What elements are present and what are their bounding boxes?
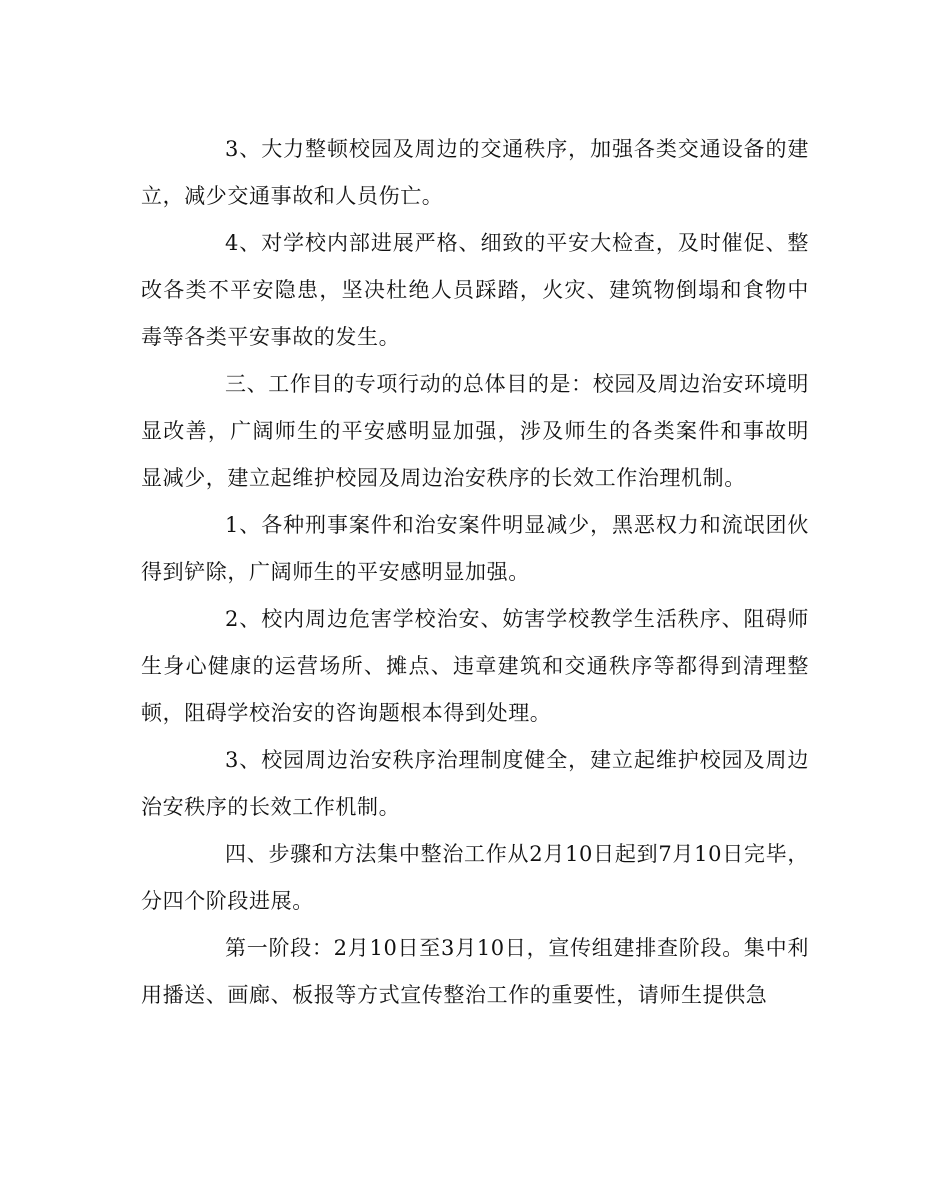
paragraph-phase-one: 第一阶段：2月10日至3月10日，宣传组建排查阶段。集中利用播送、画廊、板报等方式宣传整治工作的重要性，请师生提供急 — [141, 936, 809, 1007]
paragraph-goal-2: 2、校内周边危害学校治安、妨害学校教学生活秩序、阻碍师生身心健康的运营场所、摊点、违章建筑和交通秩序等都得到清理整顿，阻碍学校治安的咨询题根本得到处理。 — [141, 607, 809, 725]
paragraph-steps-methods: 四、步骤和方法集中整治工作从2月10日起到7月10日完毕，分四个阶段进展。 — [141, 842, 809, 913]
paragraph-goal-1: 1、各种刑事案件和治安案件明显减少，黑恶权力和流氓团伙得到铲除，广阔师生的平安感明显加强。 — [141, 513, 809, 584]
paragraph-safety-inspection: 4、对学校内部进展严格、细致的平安大检查，及时催促、整改各类不平安隐患，坚决杜绝人员踩踏，火灾、建筑物倒塌和食物中毒等各类平安事故的发生。 — [141, 231, 809, 349]
paragraph-work-goals: 三、工作目的专项行动的总体目的是：校园及周边治安环境明显改善，广阔师生的平安感明显加强，涉及师生的各类案件和事故明显减少，建立起维护校园及周边治安秩序的长效工作治理机制。 — [141, 372, 809, 490]
document-body — [141, 126, 809, 1019]
paragraph-goal-3: 3、校园周边治安秩序治理制度健全，建立起维护校园及周边治安秩序的长效工作机制。 — [141, 748, 809, 819]
paragraph-traffic-order: 3、大力整顿校园及周边的交通秩序，加强各类交通设备的建立，减少交通事故和人员伤亡。 — [141, 137, 809, 208]
